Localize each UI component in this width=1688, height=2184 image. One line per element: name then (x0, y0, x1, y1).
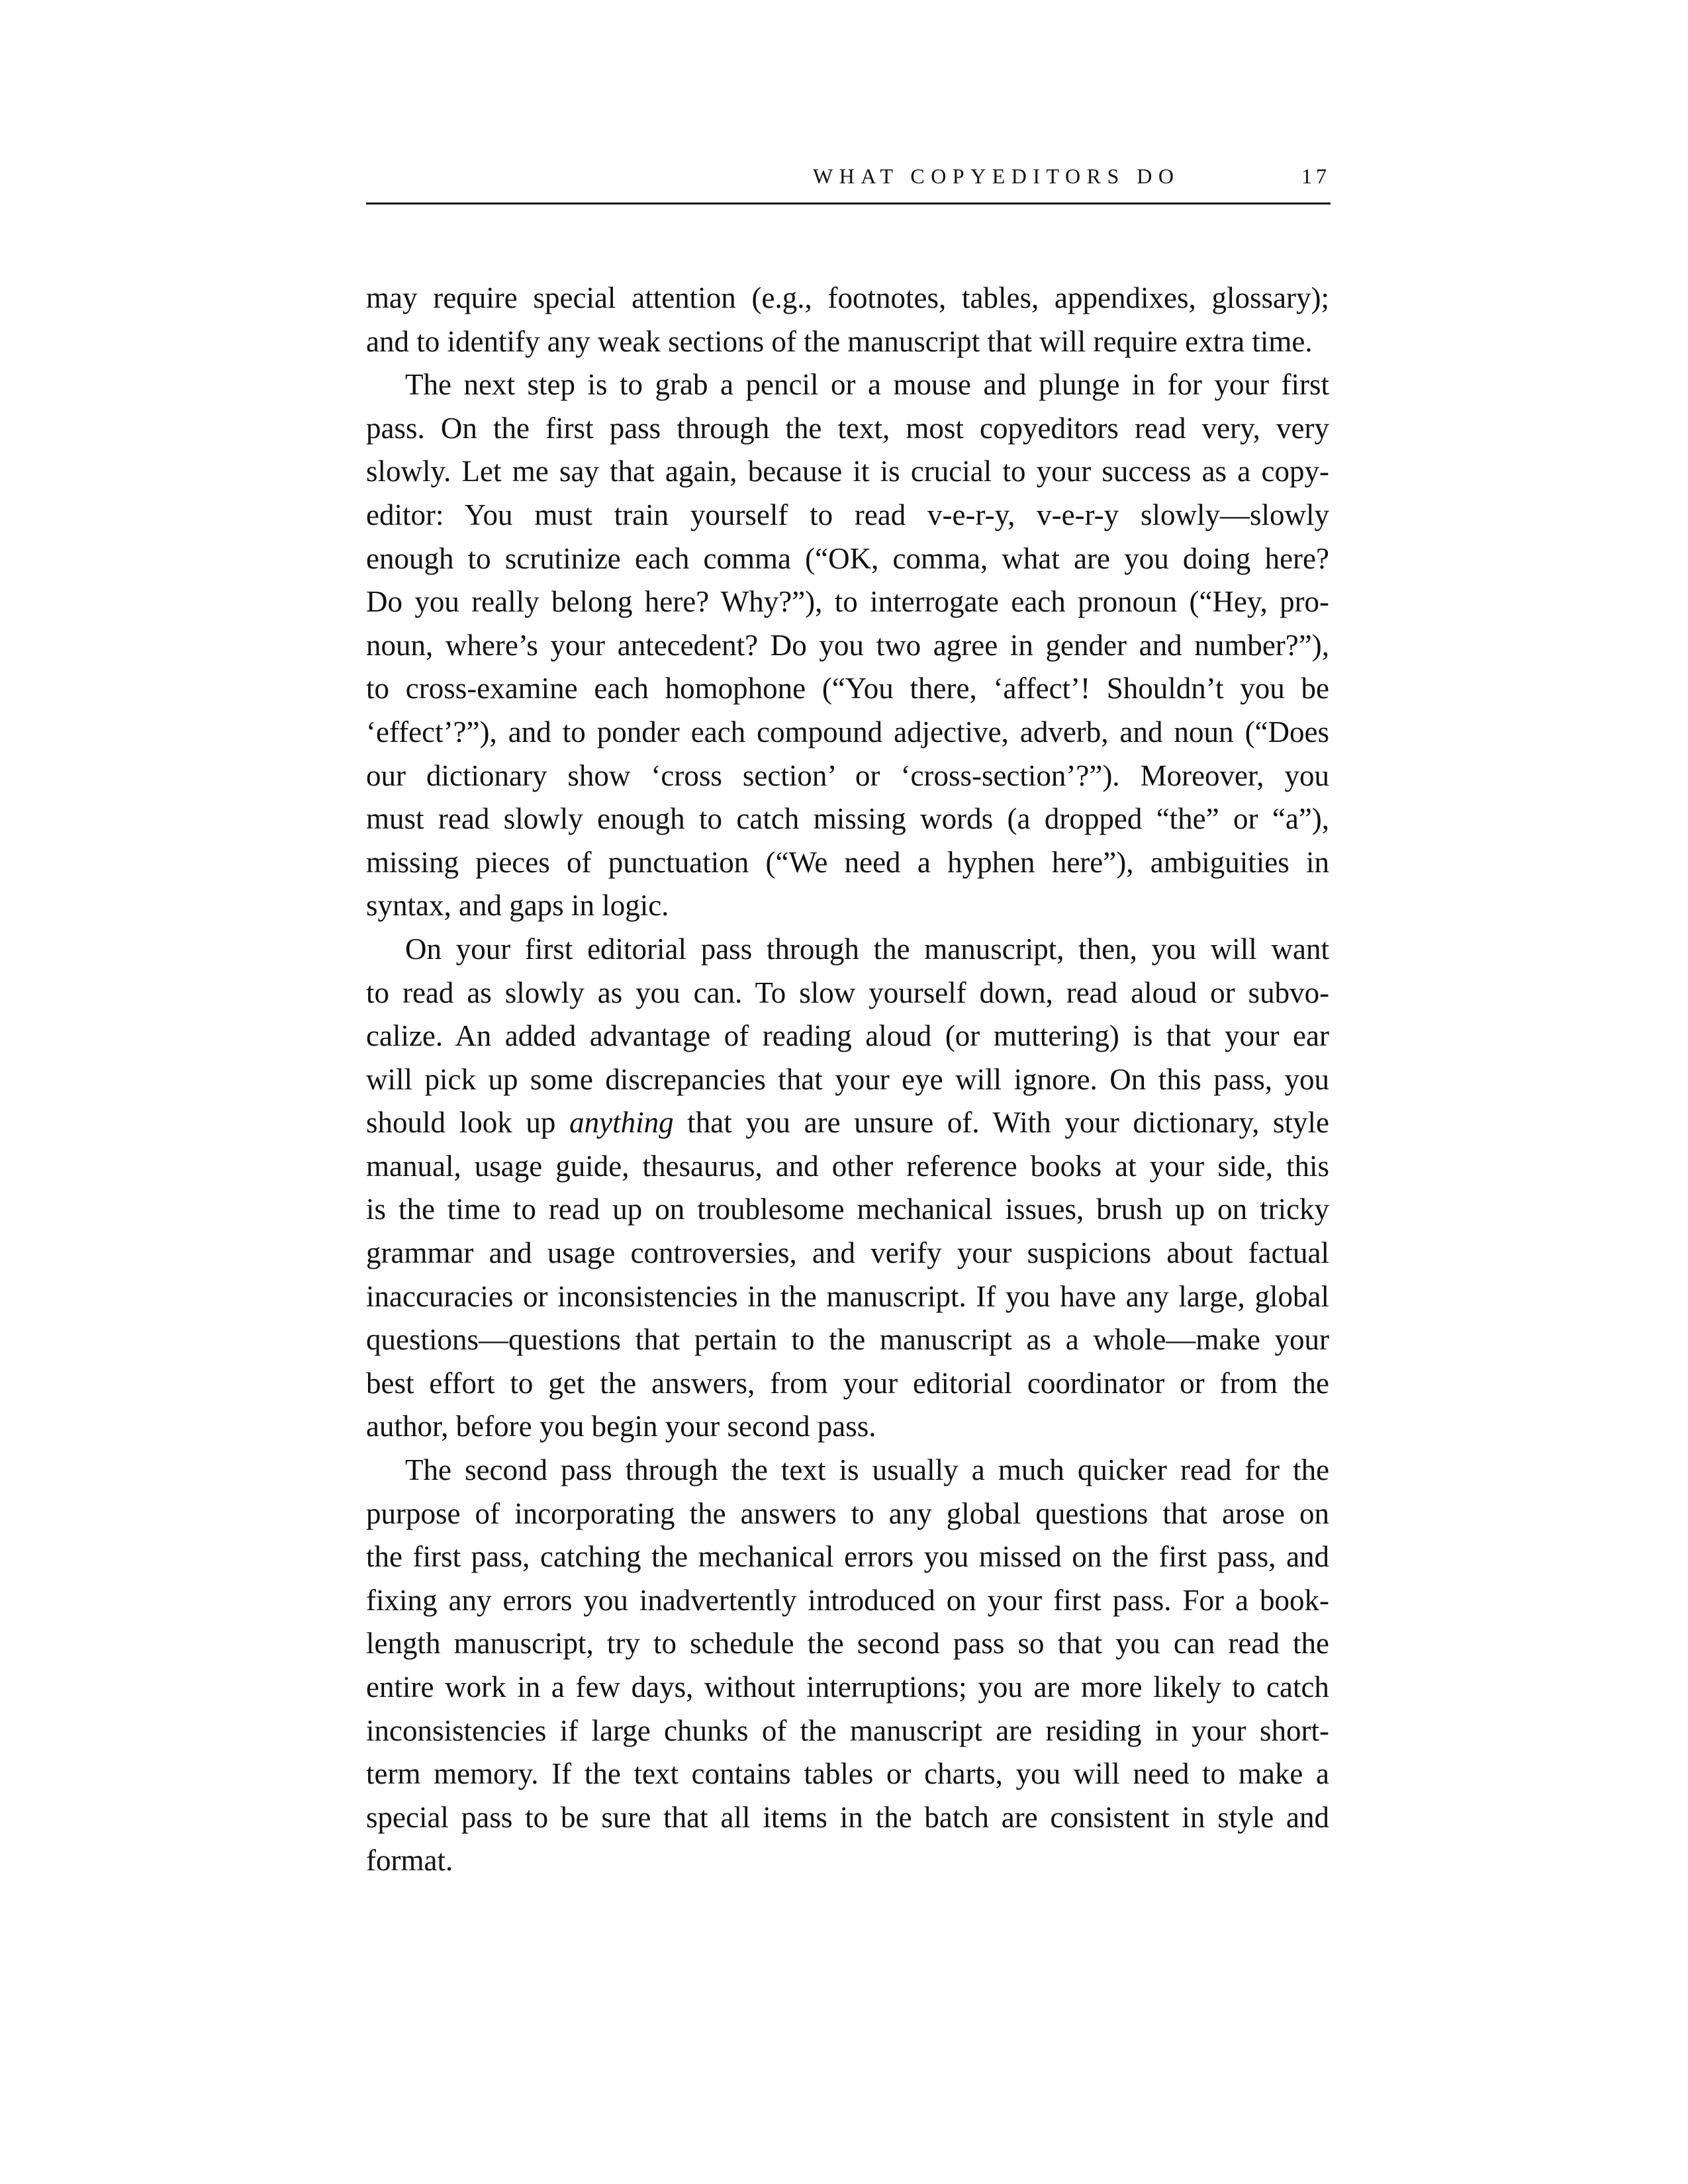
text-segment: ‘effect’?”), and to ponder each compound adjective, adverb, and noun (“Does (366, 715, 1330, 749)
text-line (366, 277, 1329, 320)
text-segment: slowly. Let me say that again, because it is crucial to your success as a copy- (366, 455, 1329, 488)
text-line (366, 1405, 1329, 1449)
text-line (366, 884, 1329, 928)
text-segment: that you are unsure of. With your dictionary, style (673, 1106, 1330, 1140)
text-segment: syntax, and gaps in logic. (366, 889, 669, 923)
text-line (366, 1709, 1329, 1753)
text-segment: and to identify any weak sections of the manuscript that will require extra time. (366, 324, 1313, 358)
text-line (366, 928, 1329, 972)
text-segment: is the time to read up on troublesome mechanical issues, brush up on tricky (366, 1193, 1330, 1226)
text-segment: best effort to get the answers, from your editorial coordinator or from the (366, 1366, 1329, 1400)
running-head (366, 163, 1331, 189)
text-segment: calize. An added advantage of reading aloud (or muttering) is that your ear (366, 1019, 1329, 1053)
text-segment: must read slowly enough to catch missing words (a dropped “the” or “a”), (366, 802, 1330, 836)
text-segment: editor: You must train yourself to read v-e-r-y, v-e-r-y slowly—slowly (366, 498, 1329, 531)
header-rule (366, 203, 1331, 205)
text-line (366, 1145, 1329, 1189)
text-segment: should look up (366, 1106, 570, 1140)
text-segment: missing pieces of punctuation (“We need a hyphen here”), ambiguities in (366, 845, 1330, 879)
text-segment: to cross-examine each homophone (“You there, ‘affect’! Shouldn’t you be (366, 672, 1329, 705)
text-line (366, 320, 1329, 364)
text-line (366, 624, 1329, 668)
body-text (366, 277, 1329, 1883)
text-line (366, 667, 1329, 711)
page-number: 17 (1301, 164, 1331, 188)
text-line (366, 711, 1329, 754)
text-line (366, 1666, 1329, 1709)
text-line (366, 1752, 1329, 1796)
text-line (366, 1101, 1329, 1145)
text-line (366, 1449, 1329, 1492)
text-line (366, 1275, 1329, 1319)
text-line (366, 754, 1329, 798)
text-segment: our dictionary show ‘cross section’ or ‘cross-section’?”). Moreover, you (366, 758, 1329, 792)
text-line (366, 363, 1329, 407)
paragraph (366, 277, 1329, 363)
text-line (366, 1492, 1329, 1536)
text-segment: enough to scrutinize each comma (“OK, comma, what are you doing here? (366, 541, 1329, 575)
text-line (366, 1318, 1329, 1362)
text-segment: term memory. If the text contains tables or charts, you will need to make a (366, 1757, 1329, 1791)
text-segment: may require special attention (e.g., footnotes, tables, appendixes, glossary); (366, 281, 1329, 314)
text-segment: The next step is to grab a pencil or a mouse and plunge in for your first (405, 368, 1329, 402)
text-line (366, 580, 1329, 624)
text-segment: pass. On the first pass through the text, most copyeditors read very, very (366, 411, 1329, 445)
text-line (366, 1839, 1329, 1883)
paragraph (366, 1449, 1329, 1883)
text-segment: purpose of incorporating the answers to any global questions that arose on (366, 1496, 1329, 1530)
text-line (366, 407, 1329, 451)
text-segment: to read as slowly as you can. To slow yourself down, read aloud or subvo- (366, 976, 1330, 1009)
text-line (366, 537, 1329, 581)
running-head-title: WHAT COPYEDITORS DO (813, 164, 1180, 188)
text-line (366, 972, 1329, 1015)
text-segment: grammar and usage controversies, and verify your suspicions about factual (366, 1236, 1329, 1270)
text-segment: fixing any errors you inadvertently introduced on your first pass. For a book- (366, 1583, 1329, 1617)
text-line (366, 1535, 1329, 1579)
text-line (366, 1362, 1329, 1406)
text-segment: inaccuracies or inconsistencies in the manuscript. If you have any large, global (366, 1279, 1329, 1313)
text-line (366, 1058, 1329, 1102)
text-segment: entire work in a few days, without interruptions; you are more likely to catch (366, 1670, 1329, 1704)
text-line (366, 1796, 1329, 1840)
text-line (366, 1622, 1329, 1666)
text-line (366, 1579, 1329, 1623)
text-segment: On your first editorial pass through the manuscript, then, you will want (405, 932, 1329, 966)
text-segment: inconsistencies if large chunks of the manuscript are residing in your short- (366, 1713, 1329, 1747)
paragraph (366, 363, 1329, 928)
text-segment: The second pass through the text is usually a much quicker read for the (405, 1453, 1330, 1487)
text-segment: author, before you begin your second pass. (366, 1410, 876, 1443)
paragraph (366, 928, 1329, 1449)
text-line (366, 1188, 1329, 1232)
text-segment: will pick up some discrepancies that your eye will ignore. On this pass, you (366, 1062, 1329, 1096)
text-segment: format. (366, 1844, 453, 1878)
text-segment: length manuscript, try to schedule the second pass so that you can read the (366, 1627, 1329, 1661)
text-segment: noun, where’s your antecedent? Do you two agree in gender and number?”), (366, 628, 1329, 662)
text-segment: questions—questions that pertain to the manuscript as a whole—make your (366, 1323, 1330, 1357)
text-line (366, 797, 1329, 841)
text-segment: manual, usage guide, thesaurus, and other reference books at your side, this (366, 1149, 1330, 1183)
text-line (366, 841, 1329, 885)
text-segment: special pass to be sure that all items in the batch are consistent in style and (366, 1800, 1330, 1834)
text-segment: Do you really belong here? Why?”), to interrogate each pronoun (“Hey, pro- (366, 585, 1330, 619)
text-segment: the first pass, catching the mechanical errors you missed on the first pass, and (366, 1540, 1330, 1574)
text-line (366, 1232, 1329, 1275)
text-line (366, 494, 1329, 537)
emphasis-text: anything (569, 1106, 674, 1140)
text-line (366, 1015, 1329, 1058)
text-line (366, 450, 1329, 494)
